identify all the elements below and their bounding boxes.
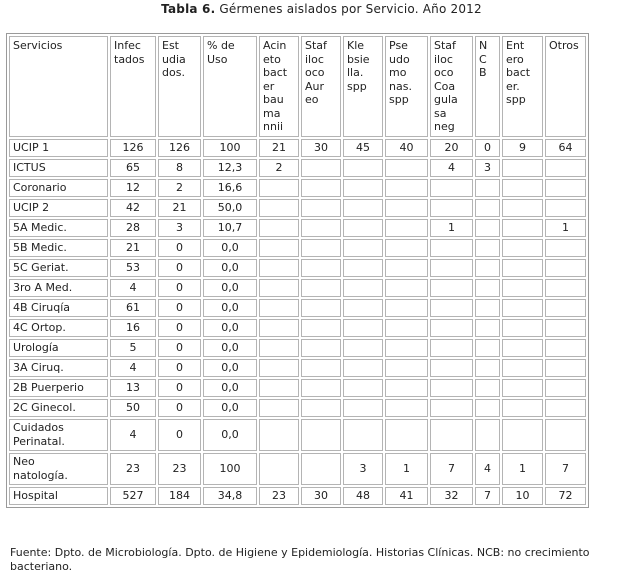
table-cell: 0 [158,399,201,417]
table-cell: 9 [502,139,543,157]
table-cell: 3 [343,453,383,485]
table-cell [475,199,500,217]
table-cell [343,359,383,377]
table-cell: 42 [110,199,156,217]
table-cell [502,379,543,397]
table-cell: 4 [110,419,156,451]
table-cell [430,179,473,197]
table-cell [301,239,341,257]
table-cell: 13 [110,379,156,397]
table-cell [385,339,428,357]
germs-table [6,33,589,508]
table-cell: 0,0 [203,259,257,277]
table-cell: 0 [158,299,201,317]
table-cell [301,299,341,317]
table-cell: 16 [110,319,156,337]
table-cell: 4 [475,453,500,485]
table-cell [475,419,500,451]
table-row [9,379,586,397]
table-cell [343,399,383,417]
table-cell: 0,0 [203,239,257,257]
table-cell: 30 [301,139,341,157]
table-cell [301,359,341,377]
service-name-cell: ICTUS [9,159,108,177]
table-cell: 1 [545,219,586,237]
table-cell [545,339,586,357]
table-cell [301,279,341,297]
table-cell: 126 [110,139,156,157]
table-cell [430,419,473,451]
table-cell [259,219,299,237]
table-cell [475,299,500,317]
table-row [9,259,586,277]
table-cell [430,379,473,397]
table-cell [545,399,586,417]
column-header: Est udia dos. [158,36,201,137]
table-cell [475,379,500,397]
table-cell: 40 [385,139,428,157]
column-header: Staf iloc oco Aur eo [301,36,341,137]
table-cell: 0 [158,359,201,377]
table-cell [385,319,428,337]
service-name-cell: Hospital [9,487,108,505]
table-cell: 1 [385,453,428,485]
table-cell [343,299,383,317]
table-cell [502,419,543,451]
table-cell [385,159,428,177]
table-cell: 50,0 [203,199,257,217]
table-row [9,419,586,451]
table-cell: 48 [343,487,383,505]
table-cell [502,359,543,377]
table-cell: 184 [158,487,201,505]
table-cell: 0,0 [203,419,257,451]
table-cell [502,239,543,257]
service-name-cell: Coronario [9,179,108,197]
table-cell: 0,0 [203,279,257,297]
column-header: Servicios [9,36,108,137]
table-cell [259,199,299,217]
table-cell [475,219,500,237]
table-title [0,2,643,16]
table-cell: 32 [430,487,473,505]
table-cell [343,179,383,197]
table-row [9,279,586,297]
table-cell: 8 [158,159,201,177]
service-name-cell: 4B Ciruqía [9,299,108,317]
header-row [9,36,586,137]
table-cell: 45 [343,139,383,157]
table-cell: 30 [301,487,341,505]
table-cell: 0,0 [203,319,257,337]
table-cell [343,159,383,177]
table-cell: 100 [203,453,257,485]
table-cell: 50 [110,399,156,417]
table-cell [343,319,383,337]
table-cell: 64 [545,139,586,157]
table-cell: 0 [158,339,201,357]
table-cell: 1 [430,219,473,237]
table-cell [259,453,299,485]
table-cell [385,299,428,317]
table-cell: 0,0 [203,399,257,417]
table-row [9,139,586,157]
table-cell [545,259,586,277]
table-cell [385,419,428,451]
column-header: N C B [475,36,500,137]
table-cell: 3 [475,159,500,177]
table-cell: 23 [158,453,201,485]
table-cell: 10 [502,487,543,505]
table-row [9,179,586,197]
table-cell [545,359,586,377]
table-cell: 2 [259,159,299,177]
table-cell [385,239,428,257]
table-cell: 4 [110,359,156,377]
table-cell [430,319,473,337]
table-cell: 16,6 [203,179,257,197]
table-cell [385,379,428,397]
table-cell [475,259,500,277]
table-cell: 0 [158,419,201,451]
table-cell [343,379,383,397]
table-footnote: Fuente: Dpto. de Microbiología. Dpto. de Higiene y Epidemiología. Historias Clínicas. NCB: no crecimiento bacteriano. [10,546,590,573]
table-cell [385,279,428,297]
table-cell [545,279,586,297]
table-cell [475,179,500,197]
table-cell: 126 [158,139,201,157]
table-cell: 65 [110,159,156,177]
table-cell: 0 [475,139,500,157]
table-row [9,487,586,505]
service-name-cell: 2C Ginecol. [9,399,108,417]
table-cell [301,179,341,197]
table-cell [475,359,500,377]
table-cell [343,219,383,237]
table-cell [385,399,428,417]
table-cell [259,179,299,197]
table-cell [545,199,586,217]
table-cell [430,359,473,377]
table-cell [545,179,586,197]
table-cell [301,199,341,217]
table-row [9,453,586,485]
table-cell [301,219,341,237]
table-cell [502,259,543,277]
service-name-cell: 5B Medic. [9,239,108,257]
table-cell: 12,3 [203,159,257,177]
table-cell [385,359,428,377]
table-cell: 28 [110,219,156,237]
table-cell [301,419,341,451]
table-cell: 72 [545,487,586,505]
table-cell [301,453,341,485]
table-row [9,319,586,337]
table-cell: 0 [158,319,201,337]
table-cell: 21 [110,239,156,257]
table-cell: 0,0 [203,339,257,357]
table-cell: 7 [545,453,586,485]
table-cell: 100 [203,139,257,157]
table-cell: 4 [430,159,473,177]
table-cell [259,239,299,257]
service-name-cell: UCIP 2 [9,199,108,217]
table-cell [545,239,586,257]
service-name-cell: 5C Geriat. [9,259,108,277]
service-name-cell: 5A Medic. [9,219,108,237]
table-cell [502,279,543,297]
table-cell: 1 [502,453,543,485]
table-cell: 0,0 [203,299,257,317]
table-cell: 3 [158,219,201,237]
table-row [9,399,586,417]
table-cell [259,359,299,377]
table-cell [343,239,383,257]
table-cell [430,259,473,277]
column-header: Acin eto bact er bau ma nnii [259,36,299,137]
table-row [9,199,586,217]
table-caption: Gérmenes aislados por Servicio. Año 2012 [219,2,482,16]
table-row [9,359,586,377]
table-cell [259,279,299,297]
table-cell [259,339,299,357]
service-name-cell: 2B Puerperio [9,379,108,397]
table-cell [385,199,428,217]
column-header: Ent ero bact er. spp [502,36,543,137]
table-cell: 0 [158,279,201,297]
table-cell [545,319,586,337]
table-cell: 10,7 [203,219,257,237]
table-cell: 23 [110,453,156,485]
column-header: % de Uso [203,36,257,137]
table-cell [475,279,500,297]
table-cell [502,219,543,237]
table-cell [259,259,299,277]
service-name-cell: 4C Ortop. [9,319,108,337]
service-name-cell: Neo natología. [9,453,108,485]
table-cell [430,399,473,417]
service-name-cell: 3ro A Med. [9,279,108,297]
column-header: Infec tados [110,36,156,137]
table-cell [502,299,543,317]
table-cell: 20 [430,139,473,157]
table-cell [430,239,473,257]
table-row [9,219,586,237]
table-cell [385,219,428,237]
table-cell: 0 [158,259,201,277]
table-cell [301,339,341,357]
table-cell [385,179,428,197]
table-cell [343,279,383,297]
table-cell [430,279,473,297]
table-cell: 7 [430,453,473,485]
table-cell [385,259,428,277]
table-cell [343,419,383,451]
table-cell [475,399,500,417]
table-cell: 527 [110,487,156,505]
table-cell: 41 [385,487,428,505]
table-cell [430,199,473,217]
table-cell [343,339,383,357]
table-cell [502,179,543,197]
table-cell: 12 [110,179,156,197]
table-cell [343,259,383,277]
table-cell [502,399,543,417]
table-cell: 34,8 [203,487,257,505]
table-cell [259,299,299,317]
table-cell: 21 [158,199,201,217]
table-row [9,239,586,257]
table-cell [545,159,586,177]
column-header: Otros [545,36,586,137]
table-cell [259,319,299,337]
table-cell: 53 [110,259,156,277]
table-cell [259,379,299,397]
column-header: Staf iloc oco Coa gula sa neg [430,36,473,137]
table-cell: 5 [110,339,156,357]
table-cell [475,239,500,257]
table-cell: 2 [158,179,201,197]
service-name-cell: Cuidados Perinatal. [9,419,108,451]
service-name-cell: UCIP 1 [9,139,108,157]
table-cell [301,259,341,277]
table-cell: 0 [158,239,201,257]
table-row [9,299,586,317]
table-cell: 23 [259,487,299,505]
table-cell [545,419,586,451]
table-cell [502,199,543,217]
service-name-cell: 3A Ciruq. [9,359,108,377]
table-cell [430,339,473,357]
table-cell [545,379,586,397]
table-cell: 0,0 [203,379,257,397]
table-number: Tabla 6. [161,2,216,16]
table-cell [502,339,543,357]
column-header: Kle bsie lla. spp [343,36,383,137]
table-cell [301,319,341,337]
table-cell: 61 [110,299,156,317]
table-cell [259,419,299,451]
service-name-cell: Urología [9,339,108,357]
table-cell [475,319,500,337]
table-cell [259,399,299,417]
table-row [9,159,586,177]
table-cell [475,339,500,357]
column-header: Pse udo mo nas. spp [385,36,428,137]
table-cell [301,399,341,417]
table-cell [545,299,586,317]
table-cell: 4 [110,279,156,297]
table-cell [502,159,543,177]
table-cell [301,379,341,397]
table-cell [343,199,383,217]
table-cell: 0 [158,379,201,397]
table-cell [301,159,341,177]
table-cell [502,319,543,337]
table-cell [430,299,473,317]
table-row [9,339,586,357]
table-cell: 0,0 [203,359,257,377]
table-cell: 7 [475,487,500,505]
table-cell: 21 [259,139,299,157]
